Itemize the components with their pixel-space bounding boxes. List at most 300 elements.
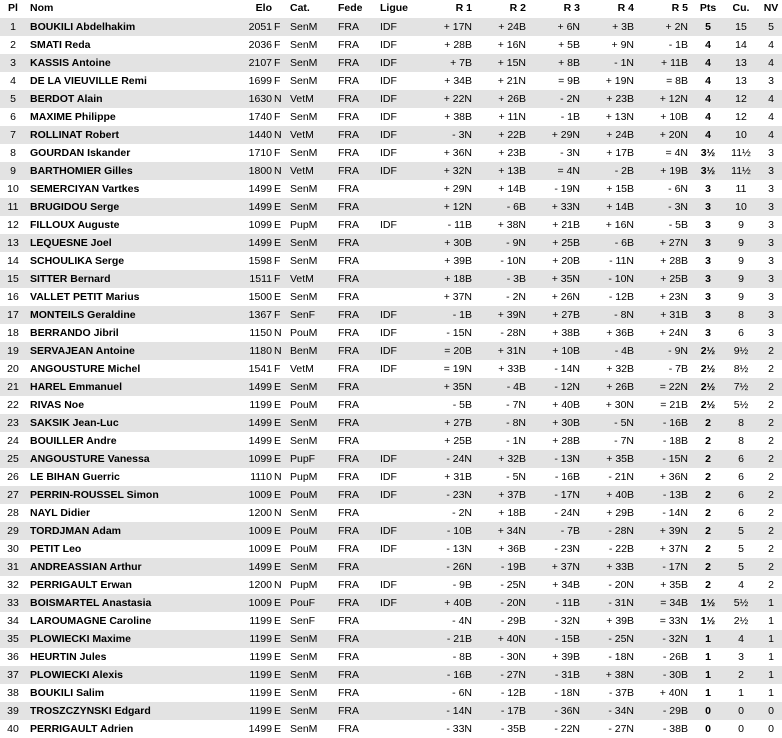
- table-row: [0, 234, 782, 252]
- cell-r5: - 17N: [640, 558, 694, 576]
- cell-elo: 1541: [228, 360, 272, 378]
- cell-name: BOUILLER Andre: [26, 432, 228, 450]
- cell-name: HEURTIN Jules: [26, 648, 228, 666]
- cell-r5: + 28B: [640, 252, 694, 270]
- cell-r4: + 33B: [586, 558, 640, 576]
- cell-r4: - 28N: [586, 522, 640, 540]
- cell-fede: FRA: [336, 468, 378, 486]
- cell-pts: 5: [694, 18, 722, 36]
- cell-r1: - 9B: [424, 576, 478, 594]
- cell-nv: 0: [760, 702, 782, 720]
- cell-elo-flag: E: [272, 684, 284, 702]
- cell-elo-flag: N: [272, 324, 284, 342]
- cell-pts: 1: [694, 648, 722, 666]
- cell-r4: + 35B: [586, 450, 640, 468]
- cell-elo: 1699: [228, 72, 272, 90]
- cell-r2: + 40N: [478, 630, 532, 648]
- cell-cu: 10: [722, 126, 760, 144]
- table-row: [0, 594, 782, 612]
- cell-elo: 1499: [228, 720, 272, 738]
- cell-elo: 1199: [228, 612, 272, 630]
- cell-elo: 1598: [228, 252, 272, 270]
- cell-nv: 1: [760, 630, 782, 648]
- cell-elo: 1009: [228, 594, 272, 612]
- cell-fede: FRA: [336, 666, 378, 684]
- cell-r3: + 29N: [532, 126, 586, 144]
- cell-elo: 1199: [228, 396, 272, 414]
- cell-r5: - 16B: [640, 414, 694, 432]
- cell-nv: 2: [760, 432, 782, 450]
- cell-r4: - 18N: [586, 648, 640, 666]
- cell-cu: 7½: [722, 378, 760, 396]
- cell-elo-flag: N: [272, 504, 284, 522]
- cell-nv: 3: [760, 324, 782, 342]
- cell-r5: - 6N: [640, 180, 694, 198]
- cell-cat: PouM: [284, 486, 336, 504]
- cell-cu: 9: [722, 234, 760, 252]
- cell-r2: + 18B: [478, 504, 532, 522]
- table-row: [0, 144, 782, 162]
- cell-name: RIVAS Noe: [26, 396, 228, 414]
- cell-cu: 8: [722, 414, 760, 432]
- col-header-elo-flag: [272, 0, 284, 18]
- cell-name: PERRIGAULT Adrien: [26, 720, 228, 738]
- cell-fede: FRA: [336, 540, 378, 558]
- cell-nv: 2: [760, 360, 782, 378]
- cell-r1: - 21B: [424, 630, 478, 648]
- cell-ligue: [378, 414, 424, 432]
- cell-ligue: [378, 252, 424, 270]
- cell-r1: + 30B: [424, 234, 478, 252]
- col-header-nom: Nom: [30, 2, 54, 14]
- cell-r1: = 19N: [424, 360, 478, 378]
- table-row: [0, 216, 782, 234]
- cell-cat: VetM: [284, 162, 336, 180]
- cell-ligue: [378, 396, 424, 414]
- table-row: [0, 468, 782, 486]
- cell-r4: + 30N: [586, 396, 640, 414]
- cell-ligue: [378, 648, 424, 666]
- cell-fede: FRA: [336, 396, 378, 414]
- cell-cu: 6: [722, 450, 760, 468]
- cell-nv: 2: [760, 558, 782, 576]
- cell-r2: + 22B: [478, 126, 532, 144]
- cell-cu: 11½: [722, 144, 760, 162]
- cell-elo-flag: F: [272, 306, 284, 324]
- cell-pts: 2: [694, 522, 722, 540]
- cell-r3: + 10B: [532, 342, 586, 360]
- cell-name: SAKSIK Jean-Luc: [26, 414, 228, 432]
- cell-r1: + 40B: [424, 594, 478, 612]
- cell-r2: - 17B: [478, 702, 532, 720]
- cell-fede: FRA: [336, 162, 378, 180]
- cell-r4: - 25N: [586, 630, 640, 648]
- cell-r3: + 39B: [532, 648, 586, 666]
- cell-nv: 2: [760, 504, 782, 522]
- cell-ligue: IDF: [378, 54, 424, 72]
- cell-r4: - 37B: [586, 684, 640, 702]
- cell-r4: + 13N: [586, 108, 640, 126]
- cell-r3: + 20B: [532, 252, 586, 270]
- cell-nv: 4: [760, 90, 782, 108]
- col-header-fede: Fede: [338, 2, 363, 14]
- cell-pts: 0: [694, 720, 722, 738]
- cell-elo: 1630: [228, 90, 272, 108]
- cell-pl: 15: [0, 270, 26, 288]
- cell-cu: 8: [722, 432, 760, 450]
- table-row: [0, 576, 782, 594]
- cell-r3: - 12N: [532, 378, 586, 396]
- cell-cat: SenM: [284, 288, 336, 306]
- cell-r4: - 22B: [586, 540, 640, 558]
- cell-elo: 1367: [228, 306, 272, 324]
- cell-fede: FRA: [336, 36, 378, 54]
- cell-elo-flag: E: [272, 720, 284, 738]
- cell-r2: - 4B: [478, 378, 532, 396]
- cell-name: SCHOULIKA Serge: [26, 252, 228, 270]
- cell-r5: - 5B: [640, 216, 694, 234]
- cell-elo: 1199: [228, 702, 272, 720]
- cell-r4: + 24B: [586, 126, 640, 144]
- cell-r1: - 2N: [424, 504, 478, 522]
- cell-r3: - 31B: [532, 666, 586, 684]
- cell-r2: + 39N: [478, 306, 532, 324]
- cell-fede: FRA: [336, 54, 378, 72]
- cell-ligue: [378, 288, 424, 306]
- cell-elo-flag: F: [272, 36, 284, 54]
- cell-r2: - 6B: [478, 198, 532, 216]
- cell-r5: + 31B: [640, 306, 694, 324]
- cell-r3: + 33N: [532, 198, 586, 216]
- cell-elo-flag: E: [272, 414, 284, 432]
- cell-r3: + 26N: [532, 288, 586, 306]
- cell-r5: - 26B: [640, 648, 694, 666]
- cell-name: PETIT Leo: [26, 540, 228, 558]
- cell-cat: SenM: [284, 630, 336, 648]
- cell-r4: - 7N: [586, 432, 640, 450]
- cell-fede: FRA: [336, 684, 378, 702]
- table-row: [0, 378, 782, 396]
- cell-r3: + 34B: [532, 576, 586, 594]
- cell-pts: 3: [694, 288, 722, 306]
- table-row: [0, 648, 782, 666]
- cell-nv: 2: [760, 522, 782, 540]
- cell-cat: SenM: [284, 108, 336, 126]
- cell-r5: + 40N: [640, 684, 694, 702]
- table-row: [0, 504, 782, 522]
- cell-r4: + 26B: [586, 378, 640, 396]
- table-row: [0, 324, 782, 342]
- cell-elo: 1710: [228, 144, 272, 162]
- cell-r5: = 34B: [640, 594, 694, 612]
- cell-r4: - 20N: [586, 576, 640, 594]
- cell-ligue: [378, 198, 424, 216]
- table-row: [0, 450, 782, 468]
- cell-fede: FRA: [336, 702, 378, 720]
- cell-elo-flag: F: [272, 18, 284, 36]
- cell-cu: 14: [722, 36, 760, 54]
- cell-r4: + 36B: [586, 324, 640, 342]
- cell-pts: 4: [694, 72, 722, 90]
- cell-pl: 28: [0, 504, 26, 522]
- cell-r2: - 12B: [478, 684, 532, 702]
- cell-elo: 1740: [228, 108, 272, 126]
- cell-ligue: IDF: [378, 342, 424, 360]
- cell-ligue: IDF: [378, 324, 424, 342]
- cell-pl: 9: [0, 162, 26, 180]
- cell-fede: FRA: [336, 108, 378, 126]
- cell-r1: - 16B: [424, 666, 478, 684]
- cell-fede: FRA: [336, 198, 378, 216]
- cell-r5: = 22N: [640, 378, 694, 396]
- cell-r4: - 34N: [586, 702, 640, 720]
- table-row: [0, 684, 782, 702]
- cell-pts: 1: [694, 630, 722, 648]
- cell-r5: = 21B: [640, 396, 694, 414]
- table-row: [0, 270, 782, 288]
- cell-pts: 2½: [694, 396, 722, 414]
- cell-name: SMATI Reda: [26, 36, 228, 54]
- cell-nv: 1: [760, 666, 782, 684]
- table-row: [0, 126, 782, 144]
- cell-r4: + 17B: [586, 144, 640, 162]
- cell-pl: 37: [0, 666, 26, 684]
- cell-r3: + 21B: [532, 216, 586, 234]
- cell-fede: FRA: [336, 252, 378, 270]
- cell-r1: + 17N: [424, 18, 478, 36]
- cell-r2: - 27N: [478, 666, 532, 684]
- cell-cu: 12: [722, 108, 760, 126]
- cell-name: SITTER Bernard: [26, 270, 228, 288]
- cell-cat: SenM: [284, 198, 336, 216]
- cell-ligue: [378, 558, 424, 576]
- cell-cu: 6: [722, 324, 760, 342]
- cell-r5: - 13B: [640, 486, 694, 504]
- cell-r1: - 3N: [424, 126, 478, 144]
- cell-r1: + 31B: [424, 468, 478, 486]
- cell-r1: + 18B: [424, 270, 478, 288]
- table-row: [0, 702, 782, 720]
- cell-name: PLOWIECKI Alexis: [26, 666, 228, 684]
- cell-r2: - 35B: [478, 720, 532, 738]
- cell-pl: 19: [0, 342, 26, 360]
- cell-r5: - 29B: [640, 702, 694, 720]
- cell-elo: 1150: [228, 324, 272, 342]
- cell-name: ANGOUSTURE Vanessa: [26, 450, 228, 468]
- cell-elo: 1499: [228, 234, 272, 252]
- cell-cu: 3: [722, 648, 760, 666]
- cell-r4: - 31N: [586, 594, 640, 612]
- cell-ligue: [378, 612, 424, 630]
- table-row: [0, 288, 782, 306]
- table-row: [0, 18, 782, 36]
- cell-ligue: [378, 180, 424, 198]
- cell-fede: FRA: [336, 342, 378, 360]
- cell-nv: 1: [760, 612, 782, 630]
- cell-fede: FRA: [336, 288, 378, 306]
- cell-r3: + 8B: [532, 54, 586, 72]
- cell-pts: 3: [694, 216, 722, 234]
- cell-pts: 2: [694, 486, 722, 504]
- cell-pl: 3: [0, 54, 26, 72]
- cell-ligue: IDF: [378, 144, 424, 162]
- cell-ligue: IDF: [378, 522, 424, 540]
- cell-r2: + 23B: [478, 144, 532, 162]
- col-header-r1: R 1: [455, 2, 472, 14]
- cell-ligue: [378, 666, 424, 684]
- table-row: [0, 72, 782, 90]
- cell-elo: 2107: [228, 54, 272, 72]
- cell-fede: FRA: [336, 306, 378, 324]
- cell-name: LEQUESNE Joel: [26, 234, 228, 252]
- cell-r2: - 20N: [478, 594, 532, 612]
- cell-pts: 4: [694, 108, 722, 126]
- cell-r4: - 11N: [586, 252, 640, 270]
- cell-pl: 26: [0, 468, 26, 486]
- table-row: [0, 162, 782, 180]
- cell-r5: - 7B: [640, 360, 694, 378]
- col-header-nv: NV: [763, 2, 779, 14]
- cell-r2: + 21N: [478, 72, 532, 90]
- cell-elo-flag: E: [272, 216, 284, 234]
- cell-pts: 4: [694, 54, 722, 72]
- cell-r5: - 38B: [640, 720, 694, 738]
- cell-pl: 4: [0, 72, 26, 90]
- cell-cu: 6: [722, 504, 760, 522]
- cell-pl: 40: [0, 720, 26, 738]
- cell-nv: 2: [760, 486, 782, 504]
- cell-r4: + 29B: [586, 504, 640, 522]
- cell-r4: - 27N: [586, 720, 640, 738]
- cell-nv: 2: [760, 414, 782, 432]
- cell-r1: + 25B: [424, 432, 478, 450]
- cell-fede: FRA: [336, 126, 378, 144]
- cell-r2: + 38N: [478, 216, 532, 234]
- cell-r4: + 14B: [586, 198, 640, 216]
- cell-name: BRUGIDOU Serge: [26, 198, 228, 216]
- cell-name: PERRIGAULT Erwan: [26, 576, 228, 594]
- cell-cat: SenM: [284, 252, 336, 270]
- cell-nv: 2: [760, 342, 782, 360]
- table-row: [0, 432, 782, 450]
- cell-cu: 5½: [722, 396, 760, 414]
- cell-pts: 2: [694, 450, 722, 468]
- cell-cat: VetM: [284, 126, 336, 144]
- cell-r4: - 5N: [586, 414, 640, 432]
- cell-nv: 3: [760, 270, 782, 288]
- cell-r1: + 7B: [424, 54, 478, 72]
- cell-r4: + 19N: [586, 72, 640, 90]
- cell-cu: 13: [722, 54, 760, 72]
- cell-cat: BenM: [284, 342, 336, 360]
- cell-pl: 36: [0, 648, 26, 666]
- cell-elo-flag: E: [272, 450, 284, 468]
- cell-name: PERRIN-ROUSSEL Simon: [26, 486, 228, 504]
- cell-pts: 3: [694, 234, 722, 252]
- cell-r3: + 35N: [532, 270, 586, 288]
- cell-ligue: IDF: [378, 72, 424, 90]
- cell-elo: 1199: [228, 630, 272, 648]
- cell-r2: + 16N: [478, 36, 532, 54]
- cell-pts: 3: [694, 252, 722, 270]
- cell-nv: 2: [760, 540, 782, 558]
- cell-pl: 24: [0, 432, 26, 450]
- cell-r4: - 2B: [586, 162, 640, 180]
- cell-pl: 5: [0, 90, 26, 108]
- cell-ligue: IDF: [378, 306, 424, 324]
- cell-elo: 1200: [228, 576, 272, 594]
- cell-r2: + 26B: [478, 90, 532, 108]
- cell-elo-flag: E: [272, 558, 284, 576]
- cell-r2: + 33B: [478, 360, 532, 378]
- cell-name: SERVAJEAN Antoine: [26, 342, 228, 360]
- cell-fede: FRA: [336, 576, 378, 594]
- cell-name: LE BIHAN Guerric: [26, 468, 228, 486]
- table-row: [0, 414, 782, 432]
- cell-elo: 1199: [228, 684, 272, 702]
- cell-r5: - 30B: [640, 666, 694, 684]
- cell-r3: - 3N: [532, 144, 586, 162]
- cell-elo-flag: E: [272, 594, 284, 612]
- cell-nv: 3: [760, 180, 782, 198]
- cell-r5: + 36N: [640, 468, 694, 486]
- cell-cu: 0: [722, 720, 760, 738]
- cell-r3: + 6N: [532, 18, 586, 36]
- cell-nv: 0: [760, 720, 782, 738]
- cell-pts: 4: [694, 90, 722, 108]
- cell-elo-flag: F: [272, 144, 284, 162]
- cell-name: SEMERCIYAN Vartkes: [26, 180, 228, 198]
- cell-r4: + 38N: [586, 666, 640, 684]
- cell-fede: FRA: [336, 72, 378, 90]
- cell-fede: FRA: [336, 720, 378, 738]
- cell-r5: - 9N: [640, 342, 694, 360]
- cell-r3: + 27B: [532, 306, 586, 324]
- header-row: [0, 0, 782, 18]
- cell-pl: 21: [0, 378, 26, 396]
- cell-elo: 1099: [228, 216, 272, 234]
- col-header-cat: Cat.: [290, 2, 310, 14]
- cell-elo-flag: E: [272, 378, 284, 396]
- cell-pts: 2½: [694, 360, 722, 378]
- table-row: [0, 720, 782, 738]
- cell-r5: + 23N: [640, 288, 694, 306]
- cell-name: MONTEILS Geraldine: [26, 306, 228, 324]
- cell-nv: 2: [760, 450, 782, 468]
- table-row: [0, 360, 782, 378]
- cell-r3: - 15B: [532, 630, 586, 648]
- cell-ligue: [378, 720, 424, 738]
- cell-name: BOISMARTEL Anastasia: [26, 594, 228, 612]
- cell-elo: 1009: [228, 486, 272, 504]
- cell-cu: 0: [722, 702, 760, 720]
- cell-cu: 8½: [722, 360, 760, 378]
- cell-cat: SenM: [284, 432, 336, 450]
- cell-r2: - 7N: [478, 396, 532, 414]
- cell-cu: 12: [722, 90, 760, 108]
- cell-elo-flag: E: [272, 702, 284, 720]
- cell-r3: + 38B: [532, 324, 586, 342]
- col-header-pl: Pl: [8, 2, 18, 14]
- cell-r3: - 17N: [532, 486, 586, 504]
- cell-pts: 3: [694, 198, 722, 216]
- cell-nv: 2: [760, 468, 782, 486]
- cell-pts: 4: [694, 126, 722, 144]
- cell-cu: 9: [722, 252, 760, 270]
- cell-elo-flag: N: [272, 162, 284, 180]
- cell-r4: + 15B: [586, 180, 640, 198]
- cell-ligue: [378, 684, 424, 702]
